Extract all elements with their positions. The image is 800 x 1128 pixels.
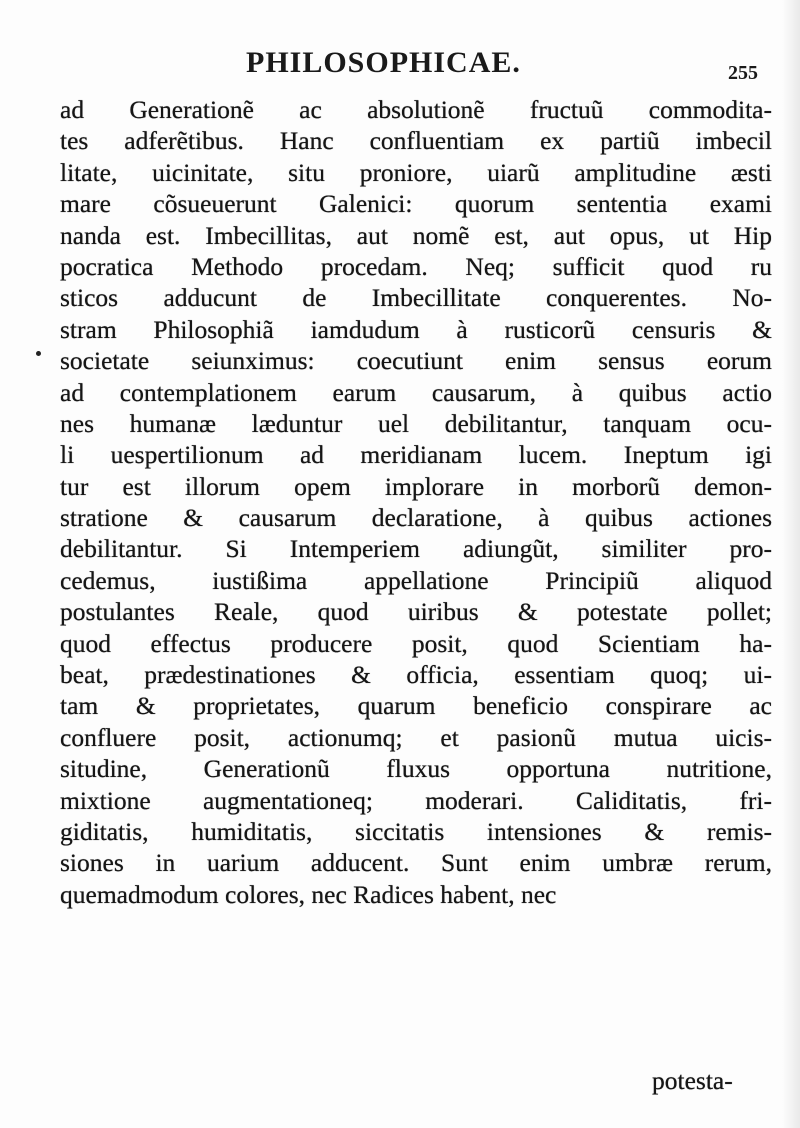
text-line: mare cõsueuerunt Galenici: quorum sententia exami xyxy=(60,189,772,219)
text-line: nes humanæ læduntur uel debilitantur, tanquam ocu- xyxy=(60,408,772,438)
text-line: postulantes Reale, quod uiribus & potestate pollet; xyxy=(60,597,772,627)
text-line: debilitantur. Si Intemperiem adiungũt, similiter pro- xyxy=(60,534,772,564)
margin-mark xyxy=(36,351,41,356)
text-line: siones in uarium adducent. Sunt enim umbræ rerum, xyxy=(60,848,772,878)
body-text xyxy=(60,94,772,910)
text-line: quod effectus producere posit, quod Scientiam ha- xyxy=(60,628,772,658)
text-line: mixtione augmentationeq; moderari. Caliditatis, fri- xyxy=(60,785,772,815)
text-line: stram Philosophiã iamdudum à rusticorũ censuris & xyxy=(60,314,772,344)
text-line: beat, prædestinationes & officia, essentiam quoq; ui- xyxy=(60,660,772,690)
text-line: situdine, Generationũ fluxus opportuna nutritione, xyxy=(60,754,772,784)
text-line: pocratica Methodo procedam. Neq; sufficit quod ru xyxy=(60,251,772,281)
scan-edge-shadow xyxy=(782,0,800,1128)
text-line: li uespertilionum ad meridianam lucem. Ineptum igi xyxy=(60,440,772,470)
text-line: ad contemplationem earum causarum, à quibus actio xyxy=(60,377,772,407)
page-number: 255 xyxy=(728,62,758,84)
text-line: tam & proprietates, quarum beneficio conspirare ac xyxy=(60,691,772,721)
text-line: sticos adducunt de Imbecillitate conquerentes. No- xyxy=(60,283,772,313)
text-line: ad Generationẽ ac absolutionẽ fructuũ commodita- xyxy=(60,95,772,124)
text-line: cedemus, iustißima appellatione Principiũ aliquod xyxy=(60,565,772,595)
page-header xyxy=(0,46,800,86)
text-line: quemadmodum colores, nec Radices habent, nec xyxy=(60,879,557,909)
text-line: societate seiunximus: coecutiunt enim sensus eorum xyxy=(60,346,772,376)
text-line: tur est illorum opem implorare in morborũ demon- xyxy=(60,471,772,501)
catchword: potesta- xyxy=(652,1066,733,1095)
text-line: tes adferẽtibus. Hanc confluentiam ex partiũ imbecil xyxy=(60,126,772,156)
text-line: giditatis, humiditatis, siccitatis intensiones & remis- xyxy=(60,816,772,846)
text-line: confluere posit, actionumq; et pasionũ mutua uicis- xyxy=(60,722,772,752)
text-line: litate, uicinitate, situ proniore, uiarũ amplitudine æsti xyxy=(60,157,772,187)
text-line: nanda est. Imbecillitas, aut nomẽ est, aut opus, ut Hip xyxy=(60,220,772,250)
running-title: PHILOSOPHICAE. xyxy=(246,46,521,79)
text-line: stratione & causarum declaratione, à quibus actiones xyxy=(60,503,772,533)
